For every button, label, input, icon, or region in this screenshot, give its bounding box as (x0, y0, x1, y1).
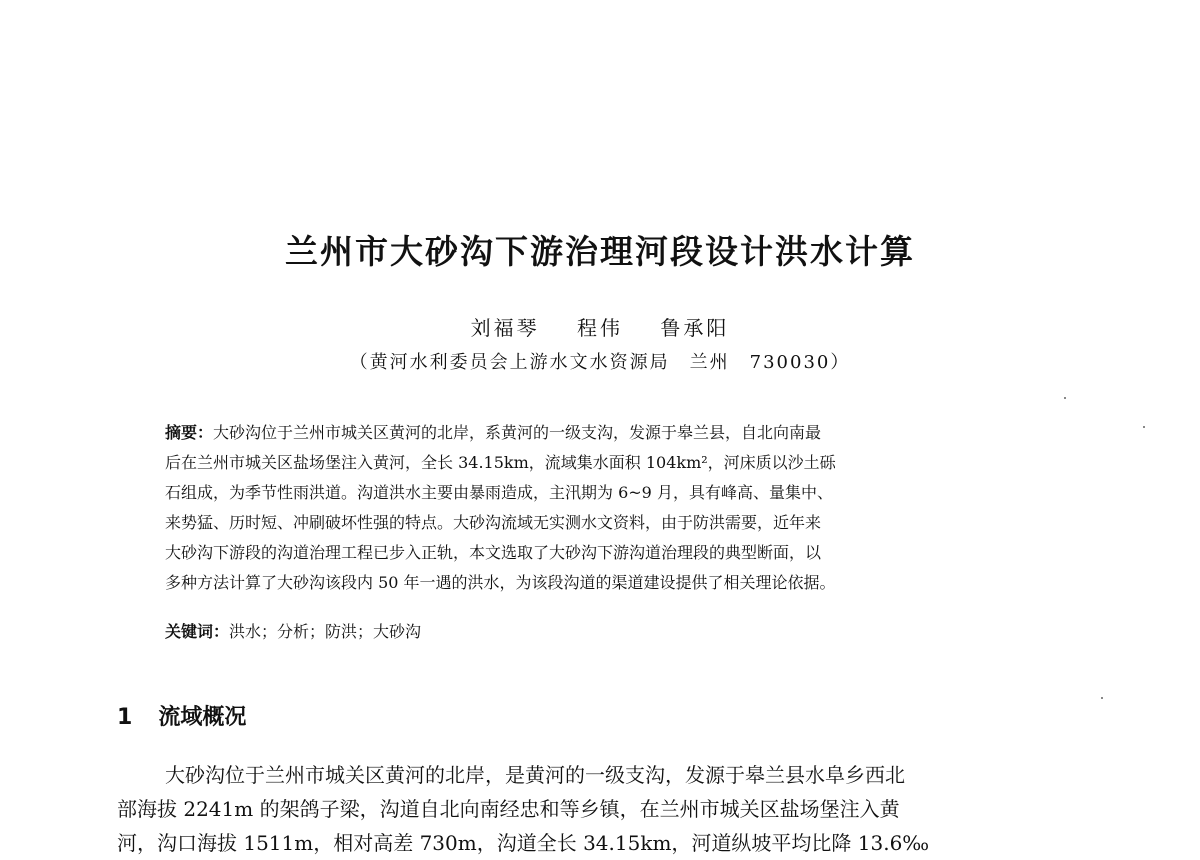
paper-title: 兰州市大砂沟下游治理河段设计洪水计算 (285, 232, 915, 271)
abstract-line: 后在兰州市城关区盐场堡注入黄河，全长 34.15km，流域集水面积 104km²，河床质以沙土砾 (165, 453, 836, 472)
section-body (117, 758, 1087, 860)
scan-speck (1143, 426, 1145, 428)
author-name: 程伟 (577, 316, 623, 340)
section-title: 流域概况 (158, 705, 247, 730)
body-line: 大砂沟位于兰州市城关区黄河的北岸，是黄河的一级支沟，发源于皋兰县水阜乡西北 (165, 763, 905, 787)
body-line: 部海拔 2241m 的架鸽子梁，沟道自北向南经忠和等乡镇，在兰州市城关区盐场堡注入黄 (117, 797, 900, 821)
keywords (165, 617, 1045, 647)
section-heading (117, 700, 246, 731)
body-line: 河，沟口海拔 1511m，相对高差 730m，沟道全长 34.15km，河道纵坡平均比降 13.6‰ (117, 831, 930, 855)
keywords-text: 洪水；分析；防洪；大砂沟 (229, 622, 422, 641)
scan-speck (1101, 697, 1103, 699)
author-list (0, 312, 1200, 341)
abstract-line (165, 418, 1045, 448)
abstract-line: 大砂沟下游段的沟道治理工程已步入正轨，本文选取了大砂沟下游沟道治理段的典型断面，以 (165, 543, 822, 562)
keywords-label: 关键词： (165, 622, 230, 641)
abstract (165, 418, 1045, 598)
abstract-line: 来势猛、历时短、冲刷破坏性强的特点。大砂沟流域无实测水文资料，由于防洪需要，近年来 (165, 513, 822, 532)
section-number: 1 (117, 705, 133, 730)
author-name: 刘福琴 (470, 316, 540, 340)
abstract-label: 摘要： (165, 423, 214, 442)
abstract-line: 多种方法计算了大砂沟该段内 50 年一遇的洪水，为该段沟道的渠道建设提供了相关理论依据。 (165, 573, 836, 592)
scan-speck (1064, 397, 1066, 399)
abstract-text: 大砂沟位于兰州市城关区黄河的北岸，系黄河的一级支沟，发源于皋兰县，自北向南最 (213, 423, 822, 442)
abstract-line: 石组成，为季节性雨洪道。沟道洪水主要由暴雨造成，主汛期为 6~9 月，具有峰高、量集中、 (165, 483, 833, 502)
author-affiliation: （黄河水利委员会上游水文水资源局 兰州 730030） (349, 352, 851, 373)
author-name: 鲁承阳 (660, 316, 730, 340)
